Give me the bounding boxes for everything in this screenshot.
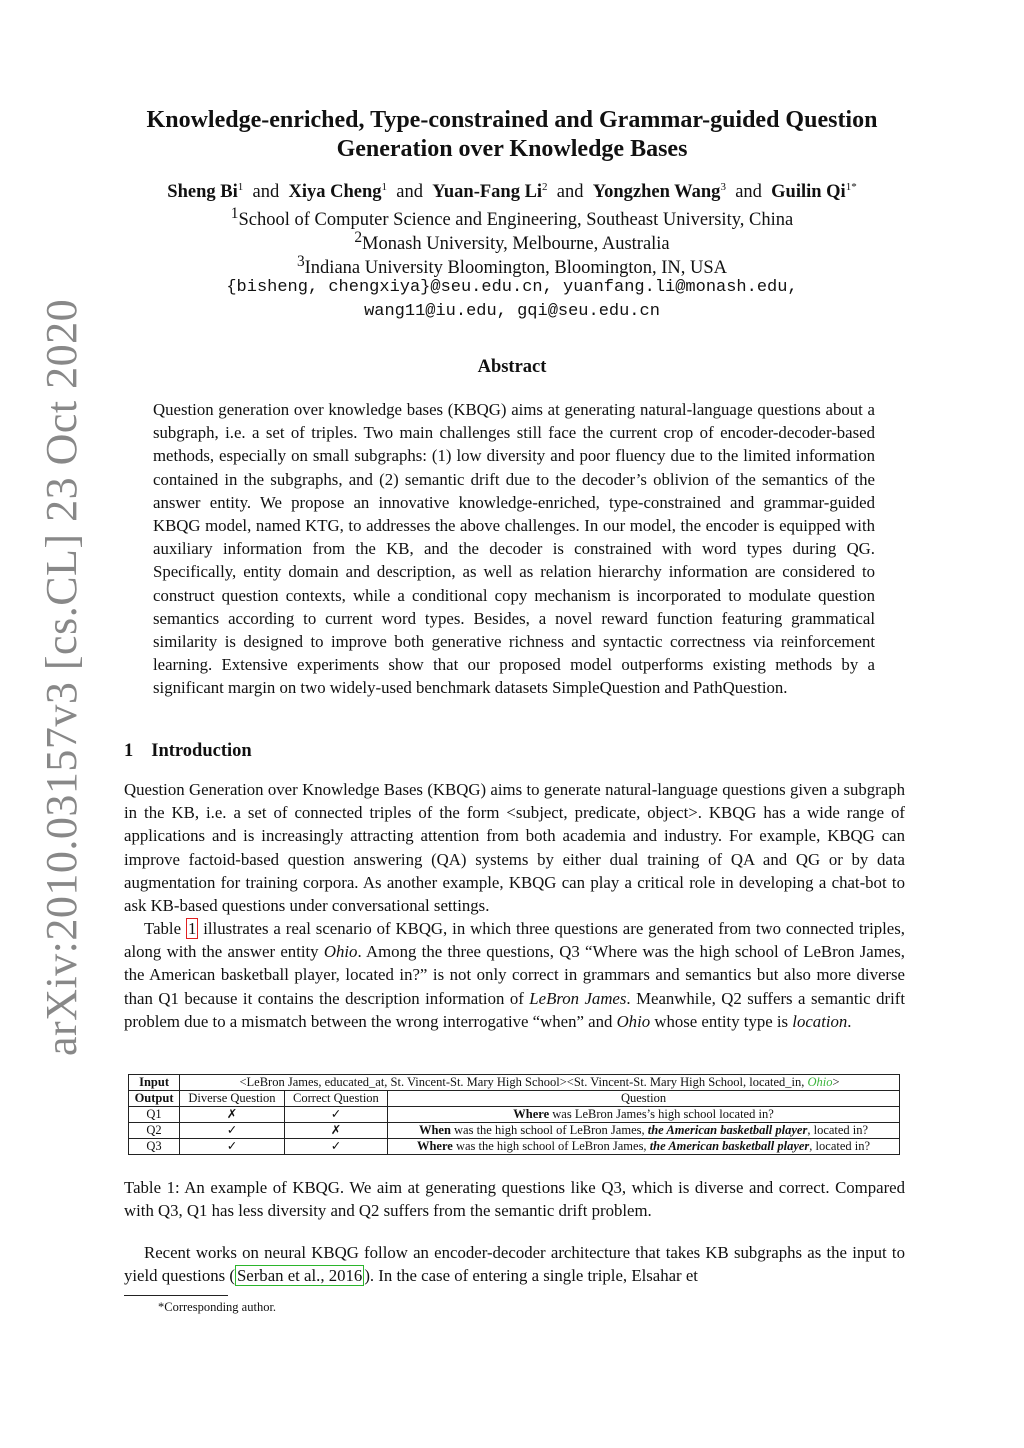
affiliation-3: $^3$Indiana University Bloomington, Bloomington, IN, USA	[296, 253, 728, 279]
input-cell: <LeBron James, educated_at, St. Vincent-St. Mary High School><St. Vincent-St. Mary High School, located_in, Ohio>	[180, 1075, 900, 1091]
title-line-1: Knowledge-enriched, Type-constrained and Grammar-guided Question	[146, 107, 878, 133]
footnote-divider	[124, 1295, 228, 1296]
affiliation-2: $^2$Monash University, Melbourne, Australia	[354, 229, 670, 255]
section-heading: 1 Introduction	[124, 741, 252, 761]
paper-title	[80, 106, 944, 164]
author-name: Xiya Cheng	[288, 182, 382, 203]
emails-line-2: wang11@iu.edu, gqi@seu.edu.cn	[364, 302, 660, 321]
author-name: Guilin Qi	[771, 182, 846, 203]
affiliation-1: $^1$School of Computer Science and Engineering, Southeast University, China	[230, 205, 794, 231]
table-header-row: Output Diverse Question Correct Question Question	[129, 1091, 900, 1107]
title-line-2: Generation over Knowledge Bases	[336, 136, 688, 162]
table-row: Q2 ✓ ✗ When was the high school of LeBron James, the American basketball player, located in?	[129, 1123, 900, 1139]
table-row: Q1 ✗ ✓ Where was LeBron James’s high school located in?	[129, 1107, 900, 1123]
author-list: Sheng Bi$^1$ and Xiya Cheng$^1$ and Yuan-Fang Li$^2$ and Yongzhen Wang$^3$ and Guilin $Qi^{1*}$	[167, 181, 857, 203]
intro-paragraph-2: Table 1 illustrates a real scenario of KBQG, in which three questions are generated from two connected triples, along with the answer entity Ohio. Among the three questions, Q3 “Where was the high school of LeBron James, the American basketball player, located in?” is not only correct in grammars and semantics but also more diverse than Q1 because it contains the description information of LeBron James. Meanwhile, Q2 suffers a semantic drift problem due to a mismatch between the wrong interrogative “when” and Ohio whose entity type is location.	[124, 919, 905, 1031]
table-caption: Table 1: An example of KBQG. We aim at generating questions like Q3, which is diverse and correct. Compared with Q3, Q1 has less diversity and Q2 suffers from the semantic drift problem.	[124, 1178, 905, 1221]
author-name: Sheng Bi	[167, 182, 238, 203]
intro-paragraph-1: Question Generation over Knowledge Bases (KBQG) aims to generate natural-language questions given a subgraph in the KB, i.e. a set of connected triples of the form <subject, predicate, object>. KBQG has a wide range of applications and is increasingly attracting attention from both academia and industry. For example, KBQG can improve factoid-based question answering (QA) systems by either dual training of QA and QG or by data augmentation for training corpora. As another example, KBQG can play a critical role in developing a chat-bot to ask KB-based questions under conversational settings.	[124, 780, 905, 916]
kbqg-example-table	[128, 1074, 900, 1155]
author-name: Yongzhen Wang	[592, 182, 721, 203]
emails-line-1: {bisheng, chengxiya}@seu.edu.cn, yuanfang.li@monash.edu,	[226, 278, 798, 297]
input-label: Input	[129, 1075, 180, 1091]
arxiv-identifier: arXiv:2010.03157v3 [cs.CL] 23 Oct 2020	[37, 298, 86, 1056]
footnote: *Corresponding author.	[158, 1300, 277, 1314]
table-reference-link[interactable]: 1	[187, 919, 197, 938]
citation-link[interactable]: Serban et al., 2016	[236, 1266, 363, 1286]
table-row	[129, 1075, 900, 1091]
table-row: Q3 ✓ ✓ Where was the high school of LeBron James, the American basketball player, located in?	[129, 1139, 900, 1155]
author-name: Yuan-Fang Li	[432, 182, 543, 203]
abstract-heading: Abstract	[477, 357, 547, 377]
intro-paragraph-3: Recent works on neural KBQG follow an encoder-decoder architecture that takes KB subgraphs as the input to yield questions ( Serban et al., 2016 ). In the case of entering a single triple, Elsahar et	[124, 1243, 905, 1286]
abstract-text: Question generation over knowledge bases (KBQG) aims at generating natural-language questions about a subgraph, i.e. a set of triples. Two main challenges still face the current crop of encoder-decoder-based methods, especially on small subgraphs: (1) low diversity and poor fluency due to the limited information contained in the subgraphs, and (2) semantic drift due to the decoder’s oblivion of the semantics of the answer entity. We propose an innovative knowledge-enriched, type-constrained and grammar-guided KBQG model, named KTG, to addresses the above challenges. In our model, the encoder is equipped with auxiliary information from the KB, and the decoder is constrained with word types during QG. Specifically, entity domain and description, as well as relation hierarchy information are considered to construct question contexts, while a conditional copy mechanism is incorporated to modulate question semantics according to current word types. Besides, a novel reward function featuring grammatical similarity is designed to improve both generative richness and syntactic correctness via reinforcement learning. Extensive experiments show that our proposed model outperforms existing methods by a significant margin on two widely-used benchmark datasets SimpleQuestion and PathQuestion.	[153, 400, 875, 698]
